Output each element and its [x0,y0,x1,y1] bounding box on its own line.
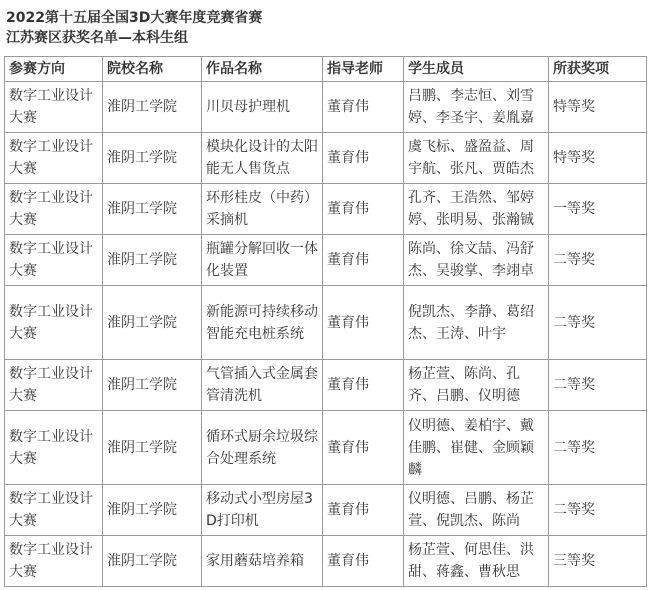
cell-students: 杨芷萱、陈尚、孔齐、吕鹏、仪明德 [404,360,549,411]
cell-award: 二等奖 [549,485,647,536]
cell-school: 淮阴工学院 [103,360,202,411]
cell-work: 循环式厨余垃圾综合处理系统 [202,411,323,485]
cell-teacher: 董育伟 [323,235,404,286]
cell-work: 气管插入式金属套管清洗机 [202,360,323,411]
cell-direction: 数字工业设计大赛 [5,286,103,360]
cell-students: 倪凯杰、李静、葛绍杰、王涛、叶宇 [404,286,549,360]
header-school: 院校名称 [103,57,202,82]
cell-students: 孔齐、王浩然、邹婷婷、张明易、张瀚铖 [404,184,549,235]
cell-award: 二等奖 [549,235,647,286]
table-row [5,286,647,360]
cell-work: 新能源可持续移动智能充电桩系统 [202,286,323,360]
table-row [5,360,647,411]
header-students: 学生成员 [404,57,549,82]
cell-students: 杨芷萱、何思佳、洪甜、蒋鑫、曹秋思 [404,536,549,587]
cell-direction: 数字工业设计大赛 [5,184,103,235]
cell-school: 淮阴工学院 [103,133,202,184]
cell-award: 一等奖 [549,184,647,235]
cell-work: 川贝母护理机 [202,82,323,133]
cell-direction: 数字工业设计大赛 [5,360,103,411]
cell-direction: 数字工业设计大赛 [5,82,103,133]
cell-school: 淮阴工学院 [103,184,202,235]
table-row [5,485,647,536]
cell-award: 二等奖 [549,360,647,411]
cell-students: 虞飞标、盛盈益、周宇航、张凡、贾皓杰 [404,133,549,184]
cell-school: 淮阴工学院 [103,485,202,536]
table-row [5,133,647,184]
cell-direction: 数字工业设计大赛 [5,411,103,485]
cell-work: 瓶罐分解回收一体化装置 [202,235,323,286]
cell-work: 模块化设计的太阳能无人售货点 [202,133,323,184]
cell-direction: 数字工业设计大赛 [5,133,103,184]
cell-work: 家用蘑菇培养箱 [202,536,323,587]
header-direction: 参赛方向 [5,57,103,82]
table-row [5,184,647,235]
cell-work: 环形桂皮（中药）采摘机 [202,184,323,235]
cell-school: 淮阴工学院 [103,286,202,360]
table-row [5,82,647,133]
cell-teacher: 董育伟 [323,360,404,411]
cell-teacher: 董育伟 [323,411,404,485]
cell-award: 二等奖 [549,286,647,360]
cell-direction: 数字工业设计大赛 [5,235,103,286]
table-header-row [5,57,647,82]
cell-award: 特等奖 [549,82,647,133]
header-work: 作品名称 [202,57,323,82]
cell-teacher: 董育伟 [323,536,404,587]
table-row [5,536,647,587]
cell-teacher: 董育伟 [323,485,404,536]
cell-direction: 数字工业设计大赛 [5,536,103,587]
cell-school: 淮阴工学院 [103,536,202,587]
cell-work: 移动式小型房屋3D打印机 [202,485,323,536]
cell-teacher: 董育伟 [323,133,404,184]
cell-students: 仪明德、吕鹏、杨芷萱、倪凯杰、陈尚 [404,485,549,536]
cell-school: 淮阴工学院 [103,82,202,133]
title-line-1: 2022第十五届全国3D大赛年度竞赛省赛 [6,10,263,26]
cell-students: 仪明德、姜柏宇、戴佳鹏、崔健、金顾颖麟 [404,411,549,485]
cell-award: 特等奖 [549,133,647,184]
table-row [5,235,647,286]
document-title [0,0,650,48]
header-teacher: 指导老师 [323,57,404,82]
cell-award: 二等奖 [549,411,647,485]
cell-teacher: 董育伟 [323,184,404,235]
cell-teacher: 董育伟 [323,82,404,133]
cell-direction: 数字工业设计大赛 [5,485,103,536]
award-table [4,56,647,587]
table-row [5,411,647,485]
cell-award: 三等奖 [549,536,647,587]
header-award: 所获奖项 [549,57,647,82]
cell-school: 淮阴工学院 [103,411,202,485]
title-line-2: 江苏赛区获奖名单—本科生组 [6,30,188,46]
cell-teacher: 董育伟 [323,286,404,360]
cell-students: 陈尚、徐文喆、冯舒杰、吴骏掌、李翊卓 [404,235,549,286]
cell-school: 淮阴工学院 [103,235,202,286]
cell-students: 吕鹏、李志恒、刘雪婷、李圣宇、姜胤嘉 [404,82,549,133]
